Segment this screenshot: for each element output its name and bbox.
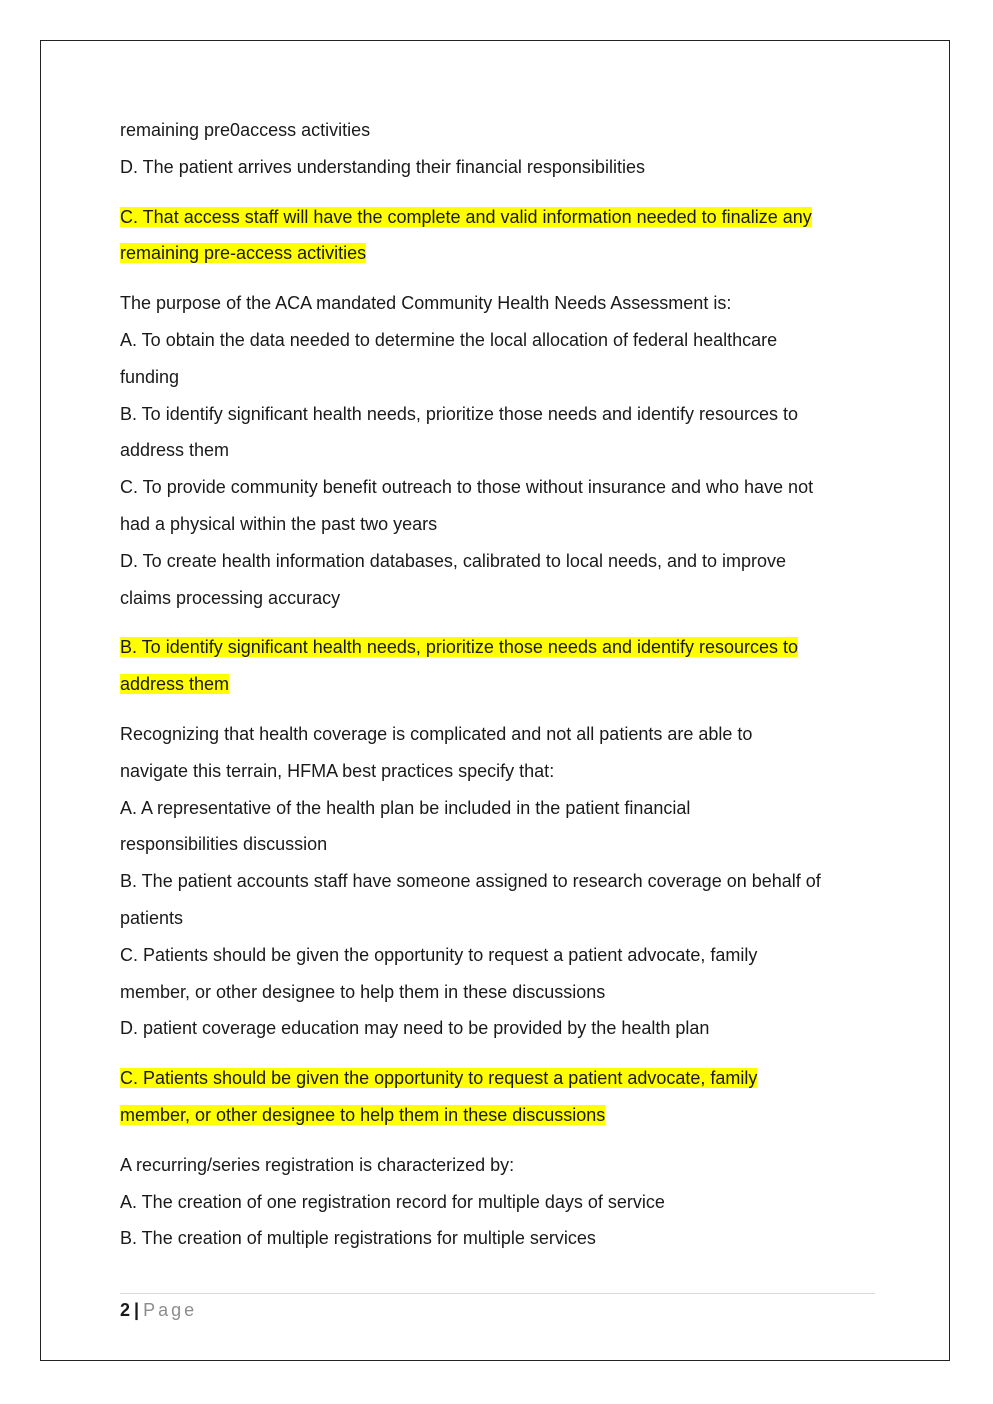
option-c: C. Patients should be given the opportunity to request a patient advocate, family [120, 944, 758, 965]
previous-question-tail [120, 112, 880, 186]
question-coverage [120, 716, 880, 1047]
answer-line: address them [120, 674, 230, 695]
option-b-cont: patients [120, 907, 184, 928]
option-d: D. To create health information databases, calibrated to local needs, and to improve [120, 550, 787, 571]
answer-line: C. Patients should be given the opportunity to request a patient advocate, family [120, 1068, 758, 1089]
document-body [120, 112, 880, 1257]
footer-separator: | [134, 1300, 140, 1320]
page-label: Page [143, 1300, 198, 1320]
answer-line: B. To identify significant health needs, prioritize those needs and identify resources to [120, 637, 799, 658]
page-number: 2 [120, 1300, 131, 1320]
option-b: B. The patient accounts staff have someone assigned to research coverage on behalf of [120, 871, 821, 892]
question-chna [120, 285, 880, 616]
option-a: A. The creation of one registration record for multiple days of service [120, 1191, 665, 1212]
option-b-cont: address them [120, 440, 230, 461]
answer-line: member, or other designee to help them in these discussions [120, 1104, 606, 1125]
answer-line: remaining pre-access activities [120, 243, 367, 264]
option-a-cont: responsibilities discussion [120, 834, 328, 855]
option-d: D. The patient arrives understanding their financial responsibilities [120, 156, 645, 177]
highlighted-answer [120, 1060, 880, 1134]
option-a: A. A representative of the health plan be included in the patient financial [120, 797, 691, 818]
question-stem: Recognizing that health coverage is complicated and not all patients are able to [120, 723, 753, 744]
option-c: C. To provide community benefit outreach to those without insurance and who have not [120, 477, 814, 498]
highlighted-answer [120, 629, 880, 703]
option-c-cont: member, or other designee to help them in these discussions [120, 981, 606, 1002]
page-footer [120, 1293, 875, 1323]
option-a-cont: funding [120, 366, 180, 387]
question-stem: The purpose of the ACA mandated Community Health Needs Assessment is: [120, 293, 732, 314]
option-b: B. To identify significant health needs, prioritize those needs and identify resources to [120, 403, 799, 424]
question-recurring [120, 1147, 880, 1257]
option-d: D. patient coverage education may need to be provided by the health plan [120, 1018, 710, 1039]
text-line: remaining pre0access activities [120, 120, 371, 140]
question-stem-cont: navigate this terrain, HFMA best practices specify that: [120, 760, 555, 781]
question-stem: A recurring/series registration is characterized by: [120, 1154, 515, 1175]
highlighted-answer [120, 199, 880, 273]
option-a: A. To obtain the data needed to determine the local allocation of federal healthcare [120, 329, 778, 350]
option-b: B. The creation of multiple registrations for multiple services [120, 1228, 596, 1249]
option-d-cont: claims processing accuracy [120, 587, 341, 608]
option-c-cont: had a physical within the past two years [120, 513, 438, 534]
answer-line: C. That access staff will have the complete and valid information needed to finalize any [120, 206, 812, 227]
